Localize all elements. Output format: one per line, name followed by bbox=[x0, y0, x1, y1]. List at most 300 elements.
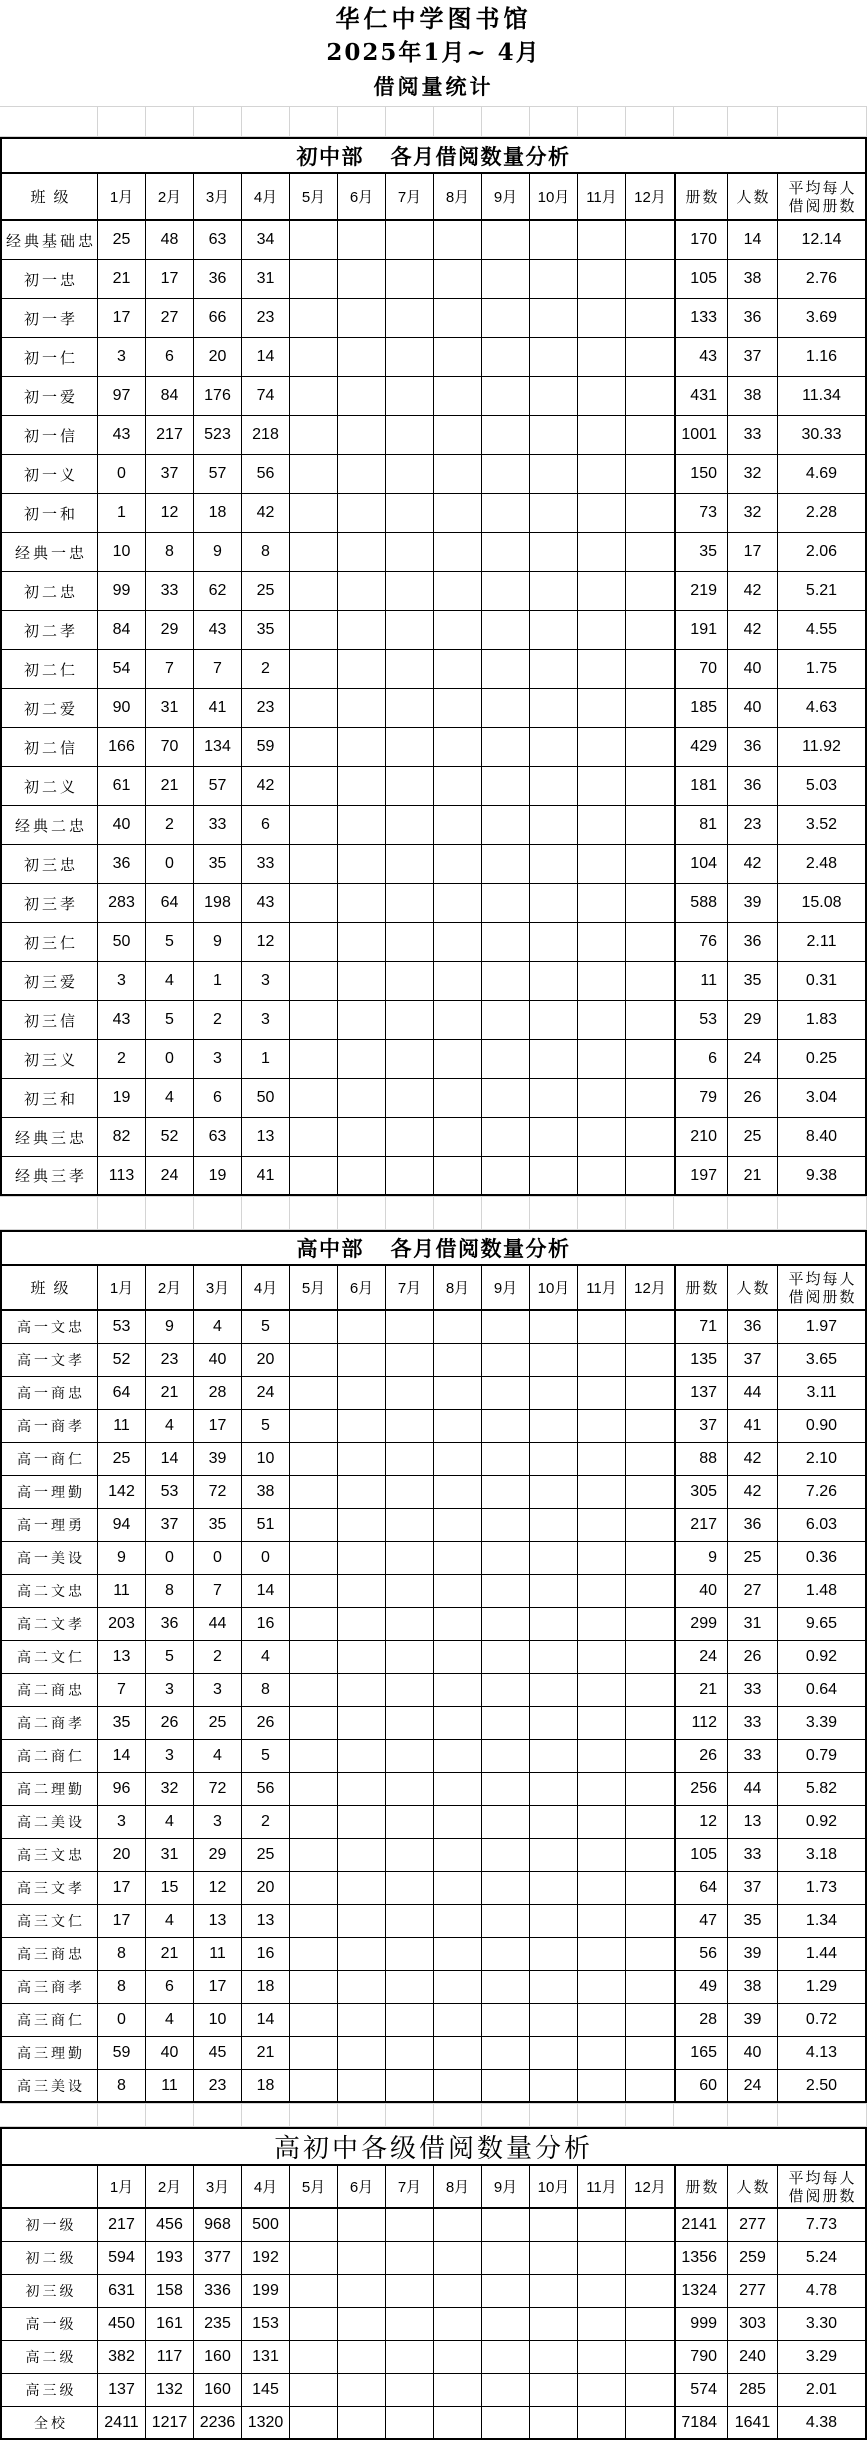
month-value-cell bbox=[626, 728, 674, 767]
month-value-cell: 53 bbox=[98, 1311, 146, 1344]
month-value-cell bbox=[386, 2004, 434, 2037]
month-value-cell bbox=[434, 962, 482, 1001]
month-value-cell: 7 bbox=[98, 1674, 146, 1707]
month-value-cell bbox=[290, 2374, 338, 2407]
month-value-cell bbox=[338, 377, 386, 416]
class-name-cell: 经典基础忠 bbox=[0, 221, 98, 260]
month-value-cell: 33 bbox=[242, 845, 290, 884]
average-header-line1: 平均每人 bbox=[788, 2168, 857, 2187]
books-count-cell: 305 bbox=[674, 1476, 728, 1509]
class-name-cell: 高一理勇 bbox=[0, 1509, 98, 1542]
month-value-cell: 36 bbox=[146, 1608, 194, 1641]
month-value-cell bbox=[386, 689, 434, 728]
student-count-cell: 31 bbox=[728, 1608, 778, 1641]
month-value-cell bbox=[578, 1476, 626, 1509]
month-value-cell: 26 bbox=[242, 1707, 290, 1740]
student-count-cell: 41 bbox=[728, 1410, 778, 1443]
average-cell: 5.82 bbox=[778, 1773, 867, 1806]
month-value-cell: 18 bbox=[242, 1971, 290, 2004]
month-value-cell: 39 bbox=[194, 1443, 242, 1476]
average-cell: 3.11 bbox=[778, 1377, 867, 1410]
class-name-cell: 初一孝 bbox=[0, 299, 98, 338]
month-value-cell bbox=[434, 2275, 482, 2308]
month-value-cell bbox=[290, 923, 338, 962]
student-count-cell: 259 bbox=[728, 2242, 778, 2275]
month-value-cell bbox=[626, 299, 674, 338]
month-value-cell bbox=[482, 728, 530, 767]
books-count-header: 册数 bbox=[674, 172, 728, 221]
empty-grid-cell bbox=[194, 107, 242, 137]
month-value-cell: 56 bbox=[242, 1773, 290, 1806]
average-cell: 0.25 bbox=[778, 1040, 867, 1079]
header-row bbox=[0, 172, 867, 221]
month-value-cell bbox=[434, 1040, 482, 1079]
month-value-cell: 19 bbox=[194, 1157, 242, 1196]
month-value-cell bbox=[386, 533, 434, 572]
average-cell: 2.76 bbox=[778, 260, 867, 299]
month-value-cell bbox=[530, 2209, 578, 2242]
month-value-cell: 18 bbox=[194, 494, 242, 533]
month-value-cell bbox=[530, 1509, 578, 1542]
month-value-cell bbox=[578, 1377, 626, 1410]
month-value-cell bbox=[530, 2242, 578, 2275]
books-count-cell: 9 bbox=[674, 1542, 728, 1575]
month-value-cell bbox=[386, 2242, 434, 2275]
month-value-cell bbox=[434, 923, 482, 962]
books-count-cell: 60 bbox=[674, 2070, 728, 2103]
class-column-header: 班级 bbox=[0, 1264, 98, 1311]
month-value-cell bbox=[338, 1410, 386, 1443]
month-value-cell bbox=[578, 2308, 626, 2341]
month-value-cell bbox=[530, 533, 578, 572]
month-value-cell bbox=[578, 1410, 626, 1443]
month-value-cell bbox=[626, 1641, 674, 1674]
month-value-cell: 500 bbox=[242, 2209, 290, 2242]
month-value-cell bbox=[482, 1001, 530, 1040]
month-value-cell bbox=[626, 1872, 674, 1905]
month-value-cell bbox=[530, 650, 578, 689]
month-value-cell bbox=[434, 767, 482, 806]
student-count-cell: 37 bbox=[728, 338, 778, 377]
class-name-cell: 初二级 bbox=[0, 2242, 98, 2275]
month-value-cell bbox=[386, 1377, 434, 1410]
month-value-cell bbox=[482, 1905, 530, 1938]
month-value-cell bbox=[482, 806, 530, 845]
month-value-cell: 3 bbox=[194, 1674, 242, 1707]
empty-grid-cell bbox=[146, 107, 194, 137]
month-value-cell: 1217 bbox=[146, 2407, 194, 2440]
month-value-cell bbox=[626, 2070, 674, 2103]
month-value-cell bbox=[482, 494, 530, 533]
table-row bbox=[0, 884, 867, 923]
average-cell: 3.65 bbox=[778, 1344, 867, 1377]
student-count-cell: 40 bbox=[728, 689, 778, 728]
month-value-cell bbox=[290, 1872, 338, 1905]
month-value-cell bbox=[338, 1773, 386, 1806]
student-count-cell: 38 bbox=[728, 260, 778, 299]
table-row bbox=[0, 1377, 867, 1410]
month-value-cell bbox=[386, 377, 434, 416]
month-value-cell bbox=[626, 923, 674, 962]
table-row bbox=[0, 2004, 867, 2037]
month-value-cell bbox=[338, 1707, 386, 1740]
table-row bbox=[0, 2242, 867, 2275]
month-value-cell: 35 bbox=[242, 611, 290, 650]
average-cell: 3.39 bbox=[778, 1707, 867, 1740]
books-count-cell: 574 bbox=[674, 2374, 728, 2407]
student-count-cell: 23 bbox=[728, 806, 778, 845]
month-value-cell: 5 bbox=[146, 1641, 194, 1674]
month-value-cell bbox=[434, 2070, 482, 2103]
month-value-cell bbox=[578, 533, 626, 572]
month-value-cell: 0 bbox=[242, 1542, 290, 1575]
class-name-cell: 高三商忠 bbox=[0, 1938, 98, 1971]
month-value-cell: 137 bbox=[98, 2374, 146, 2407]
month-value-cell: 74 bbox=[242, 377, 290, 416]
month-value-cell bbox=[626, 260, 674, 299]
table-row bbox=[0, 1001, 867, 1040]
month-value-cell: 160 bbox=[194, 2374, 242, 2407]
month-value-cell bbox=[578, 1118, 626, 1157]
month-value-cell bbox=[290, 416, 338, 455]
month-value-cell: 166 bbox=[98, 728, 146, 767]
month-value-cell bbox=[482, 1608, 530, 1641]
class-name-cell: 高三文孝 bbox=[0, 1872, 98, 1905]
month-value-cell: 64 bbox=[98, 1377, 146, 1410]
books-count-cell: 256 bbox=[674, 1773, 728, 1806]
month-value-cell bbox=[482, 1509, 530, 1542]
month-value-cell bbox=[626, 2037, 674, 2070]
month-value-cell: 31 bbox=[146, 1839, 194, 1872]
month-header: 5月 bbox=[290, 1264, 338, 1311]
table-row bbox=[0, 1542, 867, 1575]
books-count-cell: 219 bbox=[674, 572, 728, 611]
month-header: 4月 bbox=[242, 172, 290, 221]
month-header: 5月 bbox=[290, 2164, 338, 2209]
table-row bbox=[0, 338, 867, 377]
student-count-cell: 33 bbox=[728, 416, 778, 455]
table-row bbox=[0, 1157, 867, 1196]
month-value-cell bbox=[482, 923, 530, 962]
average-cell: 9.38 bbox=[778, 1157, 867, 1196]
month-header: 8月 bbox=[434, 2164, 482, 2209]
average-cell: 2.11 bbox=[778, 923, 867, 962]
month-value-cell bbox=[338, 1311, 386, 1344]
month-value-cell: 2 bbox=[242, 650, 290, 689]
month-value-cell bbox=[338, 923, 386, 962]
books-count-cell: 197 bbox=[674, 1157, 728, 1196]
month-value-cell bbox=[626, 572, 674, 611]
month-value-cell bbox=[578, 611, 626, 650]
section-title: 初中部 各月借阅数量分析 bbox=[0, 137, 867, 172]
books-count-cell: 790 bbox=[674, 2341, 728, 2374]
month-value-cell bbox=[338, 845, 386, 884]
empty-grid-cell bbox=[194, 1197, 242, 1230]
month-value-cell bbox=[386, 2407, 434, 2440]
month-value-cell bbox=[290, 767, 338, 806]
month-value-cell: 8 bbox=[242, 533, 290, 572]
empty-grid-cell bbox=[482, 2104, 530, 2127]
month-value-cell bbox=[290, 1806, 338, 1839]
class-name-cell: 高一级 bbox=[0, 2308, 98, 2341]
month-value-cell: 62 bbox=[194, 572, 242, 611]
month-value-cell: 50 bbox=[98, 923, 146, 962]
month-value-cell: 21 bbox=[242, 2037, 290, 2070]
month-value-cell bbox=[482, 884, 530, 923]
month-value-cell: 24 bbox=[146, 1157, 194, 1196]
empty-grid-cell bbox=[98, 2104, 146, 2127]
month-value-cell bbox=[338, 1443, 386, 1476]
books-count-cell: 170 bbox=[674, 221, 728, 260]
month-value-cell bbox=[338, 767, 386, 806]
junior-high-section bbox=[0, 137, 867, 1196]
month-value-cell bbox=[290, 1040, 338, 1079]
month-value-cell bbox=[626, 2341, 674, 2374]
month-value-cell bbox=[338, 299, 386, 338]
empty-grid-cell bbox=[728, 1197, 778, 1230]
month-value-cell: 2236 bbox=[194, 2407, 242, 2440]
student-count-cell: 33 bbox=[728, 1839, 778, 1872]
books-count-cell: 217 bbox=[674, 1509, 728, 1542]
blank-row bbox=[0, 106, 867, 137]
month-value-cell bbox=[530, 962, 578, 1001]
month-value-cell: 84 bbox=[146, 377, 194, 416]
table-row bbox=[0, 1118, 867, 1157]
month-value-cell bbox=[434, 416, 482, 455]
books-count-cell: 26 bbox=[674, 1740, 728, 1773]
month-value-cell: 45 bbox=[194, 2037, 242, 2070]
month-value-cell bbox=[386, 1641, 434, 1674]
month-value-cell: 4 bbox=[146, 2004, 194, 2037]
student-count-cell: 24 bbox=[728, 1040, 778, 1079]
month-header: 5月 bbox=[290, 172, 338, 221]
average-cell: 4.78 bbox=[778, 2275, 867, 2308]
month-value-cell bbox=[482, 2275, 530, 2308]
class-name-cell: 全校 bbox=[0, 2407, 98, 2440]
month-value-cell: 142 bbox=[98, 1476, 146, 1509]
month-value-cell bbox=[290, 1001, 338, 1040]
books-count-cell: 7184 bbox=[674, 2407, 728, 2440]
date-range-title: 2025年1月~ 4月 bbox=[326, 39, 541, 66]
month-value-cell: 3 bbox=[242, 1001, 290, 1040]
month-value-cell: 283 bbox=[98, 884, 146, 923]
month-value-cell: 14 bbox=[242, 1575, 290, 1608]
average-cell: 0.79 bbox=[778, 1740, 867, 1773]
month-value-cell bbox=[482, 1118, 530, 1157]
empty-grid-cell bbox=[98, 107, 146, 137]
month-value-cell bbox=[338, 1971, 386, 2004]
month-value-cell bbox=[290, 1509, 338, 1542]
month-value-cell bbox=[338, 1157, 386, 1196]
class-name-cell: 高三美设 bbox=[0, 2070, 98, 2103]
student-count-cell: 44 bbox=[728, 1773, 778, 1806]
month-value-cell: 43 bbox=[98, 1001, 146, 1040]
books-count-cell: 185 bbox=[674, 689, 728, 728]
month-value-cell: 14 bbox=[98, 1740, 146, 1773]
month-value-cell bbox=[482, 1674, 530, 1707]
month-value-cell bbox=[434, 2004, 482, 2037]
empty-grid-cell bbox=[674, 1197, 728, 1230]
month-value-cell bbox=[290, 1311, 338, 1344]
average-cell: 1.29 bbox=[778, 1971, 867, 2004]
table-row bbox=[0, 1839, 867, 1872]
books-count-cell: 1001 bbox=[674, 416, 728, 455]
books-count-cell: 76 bbox=[674, 923, 728, 962]
month-value-cell bbox=[578, 728, 626, 767]
average-cell: 1.83 bbox=[778, 1001, 867, 1040]
table-row bbox=[0, 650, 867, 689]
month-value-cell bbox=[530, 845, 578, 884]
month-value-cell bbox=[578, 845, 626, 884]
average-cell: 7.26 bbox=[778, 1476, 867, 1509]
month-value-cell bbox=[386, 650, 434, 689]
month-value-cell: 25 bbox=[98, 221, 146, 260]
month-header: 10月 bbox=[530, 172, 578, 221]
class-name-cell: 高一商孝 bbox=[0, 1410, 98, 1443]
books-count-cell: 137 bbox=[674, 1377, 728, 1410]
month-value-cell bbox=[338, 1377, 386, 1410]
month-value-cell bbox=[434, 1839, 482, 1872]
month-value-cell bbox=[290, 1542, 338, 1575]
month-value-cell bbox=[434, 2209, 482, 2242]
month-value-cell bbox=[338, 338, 386, 377]
month-value-cell: 14 bbox=[242, 338, 290, 377]
month-value-cell bbox=[290, 2341, 338, 2374]
month-value-cell bbox=[338, 728, 386, 767]
class-name-cell: 经典三孝 bbox=[0, 1157, 98, 1196]
month-value-cell bbox=[290, 1377, 338, 1410]
average-cell: 11.34 bbox=[778, 377, 867, 416]
month-value-cell bbox=[482, 1410, 530, 1443]
month-value-cell: 20 bbox=[242, 1344, 290, 1377]
month-value-cell bbox=[530, 884, 578, 923]
month-header: 8月 bbox=[434, 1264, 482, 1311]
month-value-cell: 94 bbox=[98, 1509, 146, 1542]
month-value-cell bbox=[290, 2308, 338, 2341]
month-value-cell: 17 bbox=[98, 1872, 146, 1905]
month-value-cell bbox=[338, 2037, 386, 2070]
month-value-cell bbox=[434, 1740, 482, 1773]
month-value-cell bbox=[482, 416, 530, 455]
empty-grid-cell bbox=[338, 1197, 386, 1230]
student-count-cell: 32 bbox=[728, 455, 778, 494]
month-value-cell bbox=[626, 1443, 674, 1476]
month-value-cell: 117 bbox=[146, 2341, 194, 2374]
month-value-cell bbox=[386, 1040, 434, 1079]
month-value-cell bbox=[434, 533, 482, 572]
month-value-cell bbox=[338, 1542, 386, 1575]
student-count-cell: 21 bbox=[728, 1157, 778, 1196]
month-value-cell: 18 bbox=[242, 2070, 290, 2103]
month-value-cell bbox=[482, 2407, 530, 2440]
month-value-cell bbox=[626, 1157, 674, 1196]
month-value-cell bbox=[530, 2374, 578, 2407]
month-value-cell bbox=[626, 1674, 674, 1707]
month-value-cell: 44 bbox=[194, 1608, 242, 1641]
month-value-cell bbox=[290, 2407, 338, 2440]
empty-grid-cell bbox=[146, 1197, 194, 1230]
month-value-cell: 35 bbox=[194, 845, 242, 884]
month-value-cell bbox=[386, 572, 434, 611]
month-value-cell bbox=[290, 2037, 338, 2070]
month-value-cell bbox=[626, 2004, 674, 2037]
month-value-cell: 3 bbox=[194, 1806, 242, 1839]
table-row bbox=[0, 377, 867, 416]
month-value-cell bbox=[626, 845, 674, 884]
month-value-cell bbox=[338, 689, 386, 728]
average-cell: 12.14 bbox=[778, 221, 867, 260]
month-value-cell: 33 bbox=[194, 806, 242, 845]
month-value-cell bbox=[578, 1608, 626, 1641]
month-value-cell: 14 bbox=[146, 1443, 194, 1476]
month-value-cell: 8 bbox=[98, 2070, 146, 2103]
class-name-cell: 初二孝 bbox=[0, 611, 98, 650]
empty-grid-cell bbox=[290, 2104, 338, 2127]
month-value-cell bbox=[386, 1773, 434, 1806]
month-value-cell bbox=[578, 2374, 626, 2407]
header-row bbox=[0, 1264, 867, 1311]
month-value-cell: 52 bbox=[146, 1118, 194, 1157]
month-value-cell bbox=[530, 1905, 578, 1938]
month-value-cell: 7 bbox=[146, 650, 194, 689]
month-value-cell: 6 bbox=[194, 1079, 242, 1118]
month-value-cell bbox=[482, 377, 530, 416]
average-cell: 1.97 bbox=[778, 1311, 867, 1344]
books-count-header: 册数 bbox=[674, 1264, 728, 1311]
month-header: 4月 bbox=[242, 2164, 290, 2209]
class-name-cell: 高二商孝 bbox=[0, 1707, 98, 1740]
month-value-cell: 64 bbox=[146, 884, 194, 923]
month-value-cell: 235 bbox=[194, 2308, 242, 2341]
empty-grid-cell bbox=[578, 2104, 626, 2127]
month-value-cell: 63 bbox=[194, 1118, 242, 1157]
average-cell: 1.48 bbox=[778, 1575, 867, 1608]
class-name-cell: 高三文忠 bbox=[0, 1839, 98, 1872]
month-value-cell: 23 bbox=[146, 1344, 194, 1377]
class-name-cell: 初三爱 bbox=[0, 962, 98, 1001]
month-value-cell bbox=[530, 1118, 578, 1157]
month-value-cell bbox=[434, 2407, 482, 2440]
month-value-cell bbox=[434, 611, 482, 650]
library-name-title: 华仁中学图书馆 bbox=[335, 4, 532, 33]
average-per-student-header bbox=[778, 172, 867, 221]
month-header: 9月 bbox=[482, 1264, 530, 1311]
month-value-cell bbox=[482, 689, 530, 728]
month-value-cell bbox=[434, 2374, 482, 2407]
month-value-cell bbox=[626, 1905, 674, 1938]
class-name-cell: 初二义 bbox=[0, 767, 98, 806]
month-value-cell bbox=[578, 1311, 626, 1344]
month-value-cell: 82 bbox=[98, 1118, 146, 1157]
month-value-cell: 29 bbox=[146, 611, 194, 650]
month-value-cell: 198 bbox=[194, 884, 242, 923]
books-count-cell: 12 bbox=[674, 1806, 728, 1839]
class-name-cell: 初一级 bbox=[0, 2209, 98, 2242]
month-value-cell: 3 bbox=[146, 1674, 194, 1707]
month-value-cell: 3 bbox=[98, 338, 146, 377]
month-value-cell bbox=[530, 455, 578, 494]
class-name-cell: 高二商仁 bbox=[0, 1740, 98, 1773]
table-row bbox=[0, 1476, 867, 1509]
class-name-cell: 初三级 bbox=[0, 2275, 98, 2308]
class-column-header bbox=[0, 2164, 98, 2209]
average-header-line2: 借阅册数 bbox=[788, 196, 857, 215]
month-value-cell: 50 bbox=[242, 1079, 290, 1118]
month-value-cell: 13 bbox=[242, 1118, 290, 1157]
month-value-cell bbox=[386, 1001, 434, 1040]
month-value-cell: 53 bbox=[146, 1476, 194, 1509]
month-value-cell bbox=[626, 338, 674, 377]
